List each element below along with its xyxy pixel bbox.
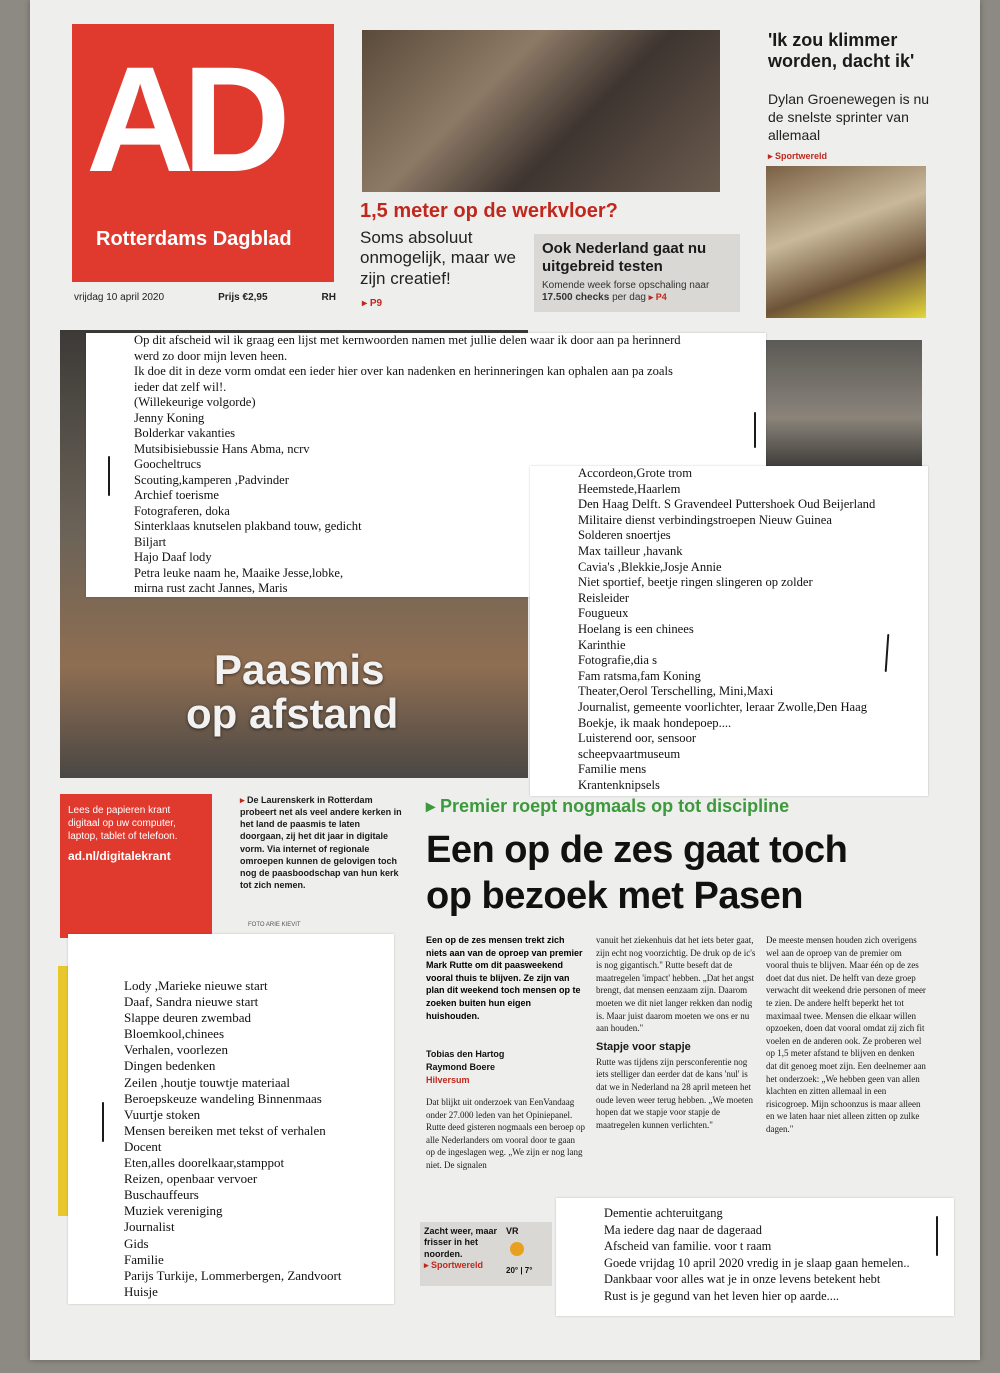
note-line: Reisleider xyxy=(578,590,630,605)
note-line: Accordeon,Grote trom xyxy=(578,466,693,480)
note-line: Max tailleur ,havank xyxy=(578,543,683,558)
note-line: Eten,alles doorelkaar,stamppot xyxy=(124,1155,285,1171)
note-line: Fam ratsma,fam Koning xyxy=(578,668,701,683)
note-line: Biljart xyxy=(134,534,167,549)
note-line: Jenny Koning xyxy=(134,410,205,425)
logo-subtitle: Rotterdams Dagblad xyxy=(96,228,292,250)
pen-mark xyxy=(108,456,110,496)
note-line: Niet sportief, beetje ringen slingeren op zolder xyxy=(578,575,813,590)
main-subhead: Stapje voor stapje xyxy=(596,1040,691,1053)
note-line: Zeilen ,houtje touwtje materiaal xyxy=(124,1074,291,1090)
sport-text: Dylan Groenewegen is nu de snelste sprinter van allemaal ▸ Sportwereld xyxy=(768,91,930,161)
top-subhead: Soms absoluut onmogelijk, maar we zijn creatief! xyxy=(360,228,516,288)
issue-price: Prijs €2,95 xyxy=(218,292,268,303)
testing-box xyxy=(534,234,740,312)
note-line: Rust is je gegund van het leven hier op aarde.... xyxy=(604,1288,840,1303)
note-line: Dementie achteruitgang xyxy=(604,1206,723,1220)
note-line: Afscheid van familie. voor t raam xyxy=(604,1239,772,1254)
note-line: Vuurtje stoken xyxy=(124,1106,201,1122)
note-line: Dingen bedenken xyxy=(124,1058,216,1074)
pen-mark xyxy=(102,1102,104,1142)
note-line: Daaf, Sandra nieuwe start xyxy=(124,994,259,1010)
note-line: Parijs Turkije, Lommerbergen, Zandvoort xyxy=(124,1267,342,1283)
issue-region: RH xyxy=(321,292,336,303)
issue-date: vrijdag 10 april 2020 xyxy=(74,292,165,303)
note-line: Mutsibisiebussie Hans Abma, ncrv xyxy=(134,441,310,456)
main-dateline: Hilversum xyxy=(426,1075,470,1085)
pen-mark xyxy=(936,1216,938,1256)
photo-caption: ▸ De Laurenskerk in Rotterdam probeert net als veel andere kerken in het land de paasmis te laten doorgaan, zij het dit jaar in digitale vorm. Via internet of regionale omroepen kunnen de gelovigen toch nog de paasboodschap van hun kerk tot zich nemen. xyxy=(240,795,402,890)
main-headline: Een op de zes gaat toch op bezoek met Pasen xyxy=(426,829,848,917)
digital-promo xyxy=(60,794,212,938)
note-line: Sinterklaas knutselen plakband touw, gedicht xyxy=(134,519,362,533)
note-line: Hoelang is een chinees xyxy=(578,621,694,636)
main-col-c: De meeste mensen houden zich overigens wel aan de oproep van de premier om vooral thuis te blijven. Maar één op de zes doet dat dus niet. De helft van deze groep verwacht dit weekend drie personen of meer te zien. De andere helft beperkt het tot maximaal twee. Mensen die elkaar willen opzoeken, doen dat vooral omdat zij zich fit voelen en de anderen ook. Ze proberen wel op 1,5 meter afstand te blijven en denken dat dit genoeg moet zijn. Een deelnemer aan het onderzoek: „We hebben geen van allen klachten en zitten allemaal in een risicogroep. Mijn schoonzus is maar alleen en we laten haar niet alleen zitten op zulke dagen." xyxy=(766,935,926,1134)
note-line: Theater,Oerol Terschelling, Mini,Maxi xyxy=(578,684,774,699)
weather-section: ▸ Sportwereld xyxy=(424,1259,484,1270)
feature-title: Paasmis op afstand xyxy=(186,646,399,738)
note-line: werd zo door mijn leven heen. xyxy=(134,348,288,363)
note-line: Karinthie xyxy=(578,637,626,652)
note-line: Bolderkar vakanties xyxy=(134,426,236,440)
main-kicker: ▸ Premier roept nogmaals op tot discipline xyxy=(426,796,790,816)
note-line: Cavia's ,Blekkie,Josje Annie xyxy=(578,559,722,574)
note-line: Scouting,kamperen ,Padvinder xyxy=(134,472,289,487)
church-photo-right xyxy=(758,340,922,470)
promo-text: Lees de papieren krant digitaal op uw computer, laptop, tablet of telefoon. xyxy=(68,805,178,842)
top-page-ref: ▸ P9 xyxy=(362,298,383,309)
note-line: Archief toerisme xyxy=(134,488,219,502)
main-col-a: Dat blijkt uit onderzoek van EenVandaag onder 27.000 leden van het Opiniepanel. Rutte deed gisteren nogmaals een beroep op alle Nederlanders om vooral door te gaan op de ingeslagen weg. „We zijn er nog lang niet. De signalen xyxy=(426,1097,585,1170)
note-line: Krantenknipsels xyxy=(578,777,660,792)
memorial-note-2 xyxy=(530,466,928,796)
note-line: Gids xyxy=(124,1235,149,1251)
note-line: Lody ,Marieke nieuwe start xyxy=(124,978,268,993)
dateline xyxy=(74,292,336,303)
photo-credit: FOTO ARIE KIEVIT xyxy=(248,922,301,928)
testing-text: Komende week forse opschaling naar 17.500 checks per dag ▸ P4 xyxy=(542,280,710,303)
note-line: Dankbaar voor alles wat je in onze levens betekent hebt xyxy=(604,1272,881,1287)
sport-quote: 'Ik zou klimmer worden, dacht ik' xyxy=(768,30,915,71)
pen-mark xyxy=(754,412,756,448)
note-line: scheepvaartmuseum xyxy=(578,746,681,761)
note-line: Goocheltrucs xyxy=(134,457,202,471)
note-line: Familie mens xyxy=(578,762,647,777)
cyclist-photo xyxy=(766,166,926,318)
top-headline: 1,5 meter op de werkvloer? xyxy=(360,200,618,222)
logo-letters: AD xyxy=(86,35,279,203)
note-line: Fotograferen, doka xyxy=(134,503,230,518)
testing-title: Ook Nederland gaat nu uitgebreid testen xyxy=(542,240,707,275)
note-line: (Willekeurige volgorde) xyxy=(134,395,256,409)
note-line: ieder dat zelf wil!. xyxy=(134,379,227,394)
main-authors: Tobias den Hartog Raymond Boere xyxy=(426,1049,505,1072)
note-line: Den Haag Delft. S Gravendeel Puttershoek Oud Beijerland xyxy=(578,497,876,512)
note-line: Heemstede,Haarlem xyxy=(578,481,681,496)
note-line: Docent xyxy=(124,1138,162,1154)
note-line: Familie xyxy=(124,1251,164,1267)
note-line: Goede vrijdag 10 april 2020 vredig in je slaap gaan hemelen.. xyxy=(604,1255,910,1270)
memorial-note-4 xyxy=(556,1198,954,1316)
weather-day: VR xyxy=(506,1226,519,1236)
note-line: Bloemkool,chinees xyxy=(124,1026,225,1042)
note-line: Militaire dienst verbindingstroepen Nieuw Guinea xyxy=(578,512,832,527)
promo-url: ad.nl/digitalekrant xyxy=(68,849,171,863)
main-intro: Een op de zes mensen trekt zich niets aan van de oproep van premier Mark Rutte om dit paasweekend vooral thuis te blijven. Ze zijn van plan dit weekend toch mensen op te zoeken buiten hun eigen huishouden. xyxy=(426,935,583,1021)
memorial-note-3 xyxy=(68,934,394,1304)
workfloor-photo xyxy=(362,30,720,192)
weather-box xyxy=(420,1222,552,1286)
note-line: Ma iedere dag naar de dageraad xyxy=(604,1222,762,1237)
note-line: Slappe deuren zwembad xyxy=(124,1010,252,1026)
note-line: Huisje xyxy=(124,1283,158,1299)
sun-icon xyxy=(510,1242,524,1256)
note-line: Fotografie,dia s xyxy=(578,653,658,668)
note-line: Hajo Daaf lody xyxy=(134,550,212,564)
note-line: Fougueux xyxy=(578,606,629,621)
note-line: Verhalen, voorlezen xyxy=(124,1042,228,1058)
note-line: Reizen, openbaar vervoer xyxy=(124,1171,258,1187)
note-line: Buschauffeurs xyxy=(124,1187,199,1203)
note-line: Journalist xyxy=(124,1219,175,1235)
note-line: Journalist, gemeente voorlichter, leraar Zwolle,Den Haag xyxy=(578,699,868,714)
note-line: Ik doe dit in deze vorm omdat een ieder hier over kan nadenken en herinneringen kan ophalen aan pa zoals xyxy=(134,364,673,378)
main-col-b: vanuit het ziekenhuis dat het iets beter gaat, zijn echt nog voorzichtig. De druk op de ic's is nog gigantisch." Rutte beseft dat de maatregelen 'impact' hebben. „Dat het angst brengt, dat mensen eenzaam zijn. Daarom moeten we dit niet langer rekken dan nodig is. Maar juist daarom moeten we ons er nu aan houden." Stapje voor stapje Rutte was tijdens zijn persconferentie nog iets stelliger dan eerder dat de kans 'nul' is dat we in Nederland na 28 april meteen het oude leven weer terug hebben. „We moeten hopen dat we stapje voor stapje de maatregelen kunnen verlichten." xyxy=(596,935,756,1130)
note-line: Muziek vereniging xyxy=(124,1203,223,1219)
note-line: Solderen snoertjes xyxy=(578,528,671,543)
note-line: Petra leuke naam he, Maaike Jesse,lobke, xyxy=(134,565,344,580)
weather-text: Zacht weer, maar frisser in het noorden. xyxy=(424,1226,498,1259)
note-line: Op dit afscheid wil ik graag een lijst met kernwoorden namen met jullie delen waar ik door aan pa herinnerd xyxy=(134,333,681,347)
note-line: Beroepskeuze wandeling Binnenmaas xyxy=(124,1090,322,1106)
ad-logo xyxy=(72,24,334,282)
note-line: Boekje, ik maak hondepoep.... xyxy=(578,715,732,730)
note-line: Luisterend oor, sensoor xyxy=(578,731,697,746)
note-line: Mensen bereiken met tekst of verhalen xyxy=(124,1122,326,1138)
note-line: mirna rust zacht Jannes, Maris xyxy=(134,581,288,595)
weather-temp: 20° | 7° xyxy=(506,1266,533,1275)
